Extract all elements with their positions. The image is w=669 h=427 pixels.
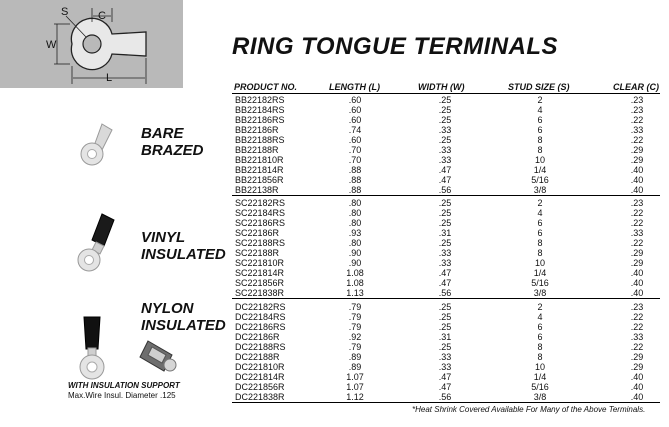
group-label-line1: VINYL [141, 229, 186, 246]
cell-stud-size: 8 [537, 145, 543, 155]
cell-product-no: SC221838R [235, 288, 285, 298]
cell-stud-size: 3/8 [533, 288, 547, 298]
header-rule [232, 93, 660, 94]
cell-stud-size: 10 [534, 258, 545, 268]
cell-clear: .40 [630, 165, 644, 175]
cell-width: .33 [438, 145, 452, 155]
cell-product-no: SC221810R [235, 258, 285, 268]
table-row [232, 125, 660, 135]
cell-clear: .29 [630, 248, 644, 258]
insulation-diameter-note: Max.Wire Insul. Diameter .125 [68, 391, 176, 400]
footnote: *Heat Shrink Covered Available For Many of the Above Terminals. [412, 405, 646, 414]
group-label-nylon-insulated [141, 300, 226, 334]
table-row [232, 165, 660, 175]
cell-clear: .23 [630, 198, 644, 208]
cell-stud-size: 4 [537, 105, 543, 115]
cell-width: .56 [438, 288, 452, 298]
cell-stud-size: 2 [537, 198, 543, 208]
cell-length: .90 [348, 258, 362, 268]
cell-length: .60 [348, 115, 362, 125]
cell-width: .25 [438, 105, 452, 115]
cell-clear: .33 [630, 125, 644, 135]
page-title: RING TONGUE TERMINALS [232, 33, 559, 60]
cell-clear: .22 [630, 115, 644, 125]
cell-clear: .22 [630, 312, 644, 322]
cell-width: .25 [438, 208, 452, 218]
cell-length: .79 [348, 312, 362, 322]
cell-stud-size: 6 [537, 228, 543, 238]
cell-product-no: SC22186RS [235, 218, 286, 228]
group-label-bare-brazed [141, 125, 204, 159]
cell-product-no: SC22184RS [235, 208, 286, 218]
cell-stud-size: 10 [534, 362, 545, 372]
table-row [232, 135, 660, 145]
table-row [232, 332, 660, 342]
table-row [232, 342, 660, 352]
cell-width: .47 [438, 175, 452, 185]
cell-clear: .29 [630, 352, 644, 362]
cell-clear: .29 [630, 145, 644, 155]
cell-clear: .22 [630, 208, 644, 218]
cell-clear: .29 [630, 155, 644, 165]
cell-stud-size: 8 [537, 135, 543, 145]
cell-product-no: DC22186RS [235, 322, 286, 332]
nylon-terminal-image [64, 315, 122, 381]
cell-width: .25 [438, 198, 452, 208]
table-row [232, 218, 660, 228]
cell-length: .80 [348, 208, 362, 218]
cell-product-no: SC22186R [235, 228, 280, 238]
cell-product-no: BB22182RS [235, 95, 285, 105]
cell-width: .47 [438, 372, 452, 382]
cell-product-no: BB221856R [235, 175, 284, 185]
cell-clear: .40 [630, 392, 644, 402]
table-row [232, 288, 660, 298]
nylon-insulated-table [232, 302, 660, 403]
cell-clear: .23 [630, 105, 644, 115]
cell-length: .79 [348, 322, 362, 332]
cell-product-no: DC22184RS [235, 312, 286, 322]
cell-stud-size: 6 [537, 125, 543, 135]
cell-product-no: DC22186R [235, 332, 280, 342]
col-header-clear: CLEAR (C) [613, 82, 659, 92]
cell-clear: .40 [630, 268, 644, 278]
cell-width: .25 [438, 135, 452, 145]
cell-length: .79 [348, 302, 362, 312]
cell-width: .47 [438, 382, 452, 392]
cell-width: .25 [438, 342, 452, 352]
cell-stud-size: 6 [537, 332, 543, 342]
ring-terminal-dimension-drawing [0, 0, 183, 88]
cell-stud-size: 1/4 [533, 268, 547, 278]
cell-product-no: DC22182RS [235, 302, 286, 312]
cell-width: .25 [438, 302, 452, 312]
cell-product-no: BB22188RS [235, 135, 285, 145]
cell-length: .80 [348, 218, 362, 228]
cell-width: .47 [438, 165, 452, 175]
cell-length: .60 [348, 95, 362, 105]
label-s: S [61, 6, 69, 18]
insulation-support-label: WITH INSULATION SUPPORT [68, 381, 180, 390]
label-w: W [46, 39, 57, 51]
cell-clear: .29 [630, 258, 644, 268]
cell-product-no: BB22138R [235, 185, 279, 195]
cell-product-no: SC221814R [235, 268, 285, 278]
table-row [232, 238, 660, 248]
table-row [232, 208, 660, 218]
cell-clear: .40 [630, 185, 644, 195]
cell-width: .47 [438, 268, 452, 278]
table-row [232, 382, 660, 392]
table-row [232, 322, 660, 332]
cell-product-no: DC221814R [235, 372, 285, 382]
cell-length: .79 [348, 342, 362, 352]
cell-clear: .22 [630, 218, 644, 228]
cell-stud-size: 8 [537, 248, 543, 258]
cell-stud-size: 4 [537, 208, 543, 218]
table-row [232, 185, 660, 195]
cell-product-no: BB22188R [235, 145, 279, 155]
group-label-line2: INSULATED [141, 246, 226, 263]
cell-length: .80 [348, 238, 362, 248]
cell-product-no: BB22184RS [235, 105, 285, 115]
cell-product-no: SC221856R [235, 278, 285, 288]
cell-product-no: DC221856R [235, 382, 285, 392]
cell-stud-size: 5/16 [531, 278, 549, 288]
cell-stud-size: 3/8 [533, 185, 547, 195]
cell-product-no: DC22188R [235, 352, 280, 362]
table-row [232, 155, 660, 165]
cell-length: .89 [348, 362, 362, 372]
cell-width: .25 [438, 115, 452, 125]
cell-width: .25 [438, 218, 452, 228]
cell-width: .33 [438, 258, 452, 268]
cell-stud-size: 1/4 [533, 372, 547, 382]
cell-stud-size: 6 [537, 115, 543, 125]
cell-stud-size: 2 [537, 302, 543, 312]
cell-clear: .40 [630, 278, 644, 288]
col-header-length: LENGTH (L) [329, 82, 380, 92]
table-row [232, 145, 660, 155]
table-row [232, 248, 660, 258]
cell-clear: .40 [630, 175, 644, 185]
cell-width: .56 [438, 185, 452, 195]
cell-width: .25 [438, 312, 452, 322]
cell-length: .90 [348, 248, 362, 258]
cell-length: .88 [348, 185, 362, 195]
cell-stud-size: 5/16 [531, 175, 549, 185]
cell-stud-size: 3/8 [533, 392, 547, 402]
cell-length: .74 [348, 125, 362, 135]
bare-brazed-table [232, 95, 660, 196]
cell-product-no: SC22188RS [235, 238, 286, 248]
cell-length: .93 [348, 228, 362, 238]
cell-product-no: BB22186R [235, 125, 279, 135]
group-label-line2: BRAZED [141, 142, 204, 159]
cell-width: .33 [438, 362, 452, 372]
vinyl-terminal-image [72, 212, 122, 276]
cell-product-no: DC22188RS [235, 342, 286, 352]
cell-width: .25 [438, 322, 452, 332]
table-row [232, 268, 660, 278]
cell-width: .25 [438, 95, 452, 105]
table-row [232, 228, 660, 238]
group-label-vinyl-insulated [141, 229, 226, 263]
cell-width: .25 [438, 238, 452, 248]
col-header-stud: STUD SIZE (S) [508, 82, 570, 92]
group-label-line1: NYLON [141, 300, 194, 317]
cell-stud-size: 5/16 [531, 382, 549, 392]
group-label-line2: INSULATED [141, 317, 226, 334]
cell-stud-size: 1/4 [533, 165, 547, 175]
cell-length: .80 [348, 198, 362, 208]
cell-stud-size: 4 [537, 312, 543, 322]
cell-clear: .22 [630, 135, 644, 145]
cell-width: .33 [438, 155, 452, 165]
cell-clear: .23 [630, 95, 644, 105]
cell-width: .56 [438, 392, 452, 402]
cell-stud-size: 2 [537, 95, 543, 105]
cell-length: .70 [348, 155, 362, 165]
group-label-line1: BARE [141, 125, 184, 142]
cell-length: .88 [348, 175, 362, 185]
cell-length: 1.12 [346, 392, 364, 402]
cell-product-no: SC22182RS [235, 198, 286, 208]
cell-stud-size: 6 [537, 322, 543, 332]
table-row [232, 392, 660, 402]
cell-length: .92 [348, 332, 362, 342]
table-row [232, 258, 660, 268]
cell-length: 1.13 [346, 288, 364, 298]
cell-length: .70 [348, 145, 362, 155]
cell-length: .88 [348, 165, 362, 175]
cell-clear: .22 [630, 322, 644, 332]
cell-clear: .33 [630, 228, 644, 238]
table-row [232, 302, 660, 312]
cell-product-no: DC221838R [235, 392, 285, 402]
cell-width: .33 [438, 125, 452, 135]
table-row [232, 175, 660, 185]
table-row [232, 278, 660, 288]
cell-length: .89 [348, 352, 362, 362]
insulation-support-image [136, 335, 180, 379]
cell-clear: .40 [630, 382, 644, 392]
table-row [232, 115, 660, 125]
table-row [232, 198, 660, 208]
table-row [232, 362, 660, 372]
cell-length: 1.08 [346, 268, 364, 278]
col-header-width: WIDTH (W) [418, 82, 465, 92]
cell-width: .31 [438, 332, 452, 342]
label-c: C [98, 10, 106, 22]
cell-clear: .40 [630, 288, 644, 298]
cell-product-no: BB221814R [235, 165, 284, 175]
vinyl-insulated-table [232, 198, 660, 299]
cell-product-no: SC22188R [235, 248, 280, 258]
cell-length: .60 [348, 135, 362, 145]
cell-clear: .23 [630, 302, 644, 312]
cell-clear: .33 [630, 332, 644, 342]
cell-length: 1.07 [346, 372, 364, 382]
cell-product-no: DC221810R [235, 362, 285, 372]
cell-product-no: BB221810R [235, 155, 284, 165]
cell-clear: .22 [630, 342, 644, 352]
cell-width: .33 [438, 248, 452, 258]
table-row [232, 95, 660, 105]
cell-stud-size: 8 [537, 352, 543, 362]
cell-stud-size: 6 [537, 218, 543, 228]
bare-terminal-image [72, 120, 122, 170]
cell-stud-size: 8 [537, 238, 543, 248]
cell-width: .33 [438, 352, 452, 362]
cell-width: .47 [438, 278, 452, 288]
cell-length: .60 [348, 105, 362, 115]
cell-clear: .22 [630, 238, 644, 248]
cell-clear: .29 [630, 362, 644, 372]
cell-length: 1.08 [346, 278, 364, 288]
table-row [232, 372, 660, 382]
dimension-diagram [0, 0, 183, 88]
cell-product-no: BB22186RS [235, 115, 285, 125]
cell-stud-size: 10 [534, 155, 545, 165]
cell-clear: .40 [630, 372, 644, 382]
table-row [232, 352, 660, 362]
table-row [232, 312, 660, 322]
cell-stud-size: 8 [537, 342, 543, 352]
label-l: L [106, 72, 113, 84]
cell-width: .31 [438, 228, 452, 238]
table-row [232, 105, 660, 115]
cell-length: 1.07 [346, 382, 364, 392]
col-header-product: PRODUCT NO. [234, 82, 297, 92]
